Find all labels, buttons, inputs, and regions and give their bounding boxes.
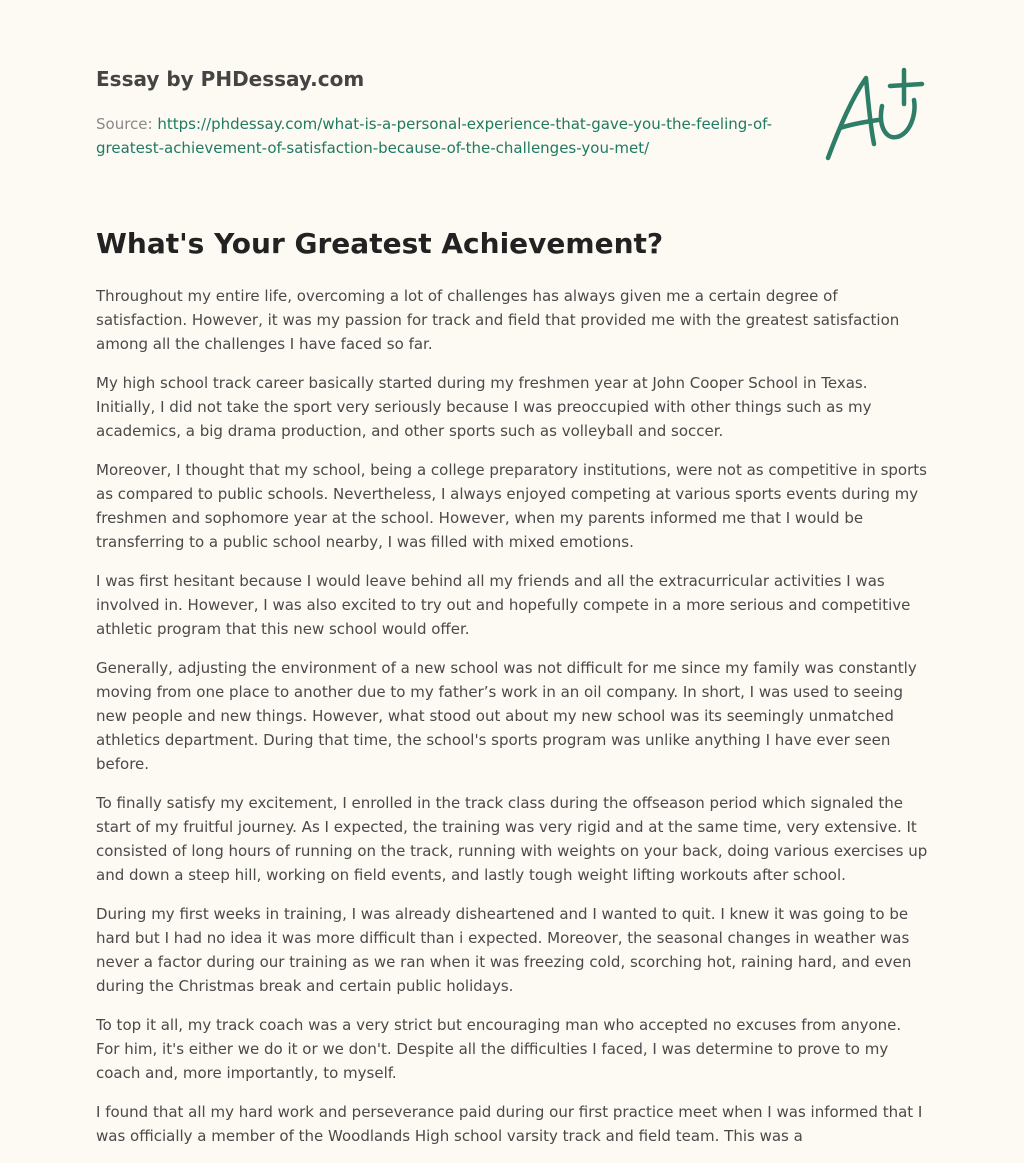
page-header <box>96 66 796 160</box>
essay-paragraph: Moreover, I thought that my school, being a college preparatory institutions, were not as competitive in sports as compared to public schools. Nevertheless, I always enjoyed competing at various sports events during my freshmen and sophomore year at the school. However, when my parents informed me that I would be transferring to a public school nearby, I was filled with mixed emotions. <box>96 461 927 551</box>
essay-paragraph: Throughout my entire life, overcoming a lot of challenges has always given me a certain degree of satisfaction. However, it was my passion for track and field that provided me with the greatest satisfaction among all the challenges I have faced so far. <box>96 287 900 353</box>
essay-paragraph: I found that all my hard work and perseverance paid during our first practice meet when I was informed that I was officially a member of the Woodlands High school varsity track and field team. This was a <box>96 1103 923 1145</box>
essay-paragraph: Generally, adjusting the environment of a new school was not difficult for me since my family was constantly moving from one place to another due to my father’s work in an oil company. In short, I was used to seeing new people and new things. However, what stood out about my new school was its seemingly unmatched athletics department. During that time, the school's sports program was unlike anything I have ever seen before. <box>96 659 917 773</box>
source-link[interactable]: https://phdessay.com/what-is-a-personal-experience-that-gave-you-the-feeling-of-greatest-achievement-of-satisfaction-because-of-the-challenges-you-met/ <box>96 115 773 157</box>
essay-paragraph: During my first weeks in training, I was already disheartened and I wanted to quit. I knew it was going to be hard but I had no idea it was more difficult than i expected. Moreover, the seasonal changes in weather was never a factor during our training as we ran when it was freezing cold, scorching hot, raining hard, and even during the Christmas break and certain public holidays. <box>96 905 912 995</box>
essay-paragraph: To finally satisfy my excitement, I enrolled in the track class during the offseason period which signaled the start of my fruitful journey. As I expected, the training was very rigid and at the same time, very extensive. It consisted of long hours of running on the track, running with weights on your back, doing various exercises up and down a steep hill, working on field events, and lastly tough weight lifting workouts after school. <box>96 794 928 884</box>
site-title: Essay by PHDessay.com <box>96 67 365 91</box>
source-line <box>96 112 786 160</box>
source-label: Source: <box>96 115 153 133</box>
essay-title: What's Your Greatest Achievement? <box>96 227 664 260</box>
essay-paragraph: To top it all, my track coach was a very strict but encouraging man who accepted no excuses from anyone. For him, it's either we do it or we don't. Despite all the difficulties I faced, I was determine to prove to my coach and, more importantly, to myself. <box>96 1016 902 1082</box>
a-plus-logo-icon <box>818 64 930 168</box>
essay-paragraph: My high school track career basically started during my freshmen year at John Cooper School in Texas. Initially, I did not take the sport very seriously because I was preoccupied with other things such as my academics, a big drama production, and other sports such as volleyball and soccer. <box>96 374 872 440</box>
essay-paragraph: I was first hesitant because I would leave behind all my friends and all the extracurricular activities I was involved in. However, I was also excited to try out and hopefully compete in a more serious and competitive athletic program that this new school would offer. <box>96 572 911 638</box>
essay-body <box>96 284 928 1163</box>
